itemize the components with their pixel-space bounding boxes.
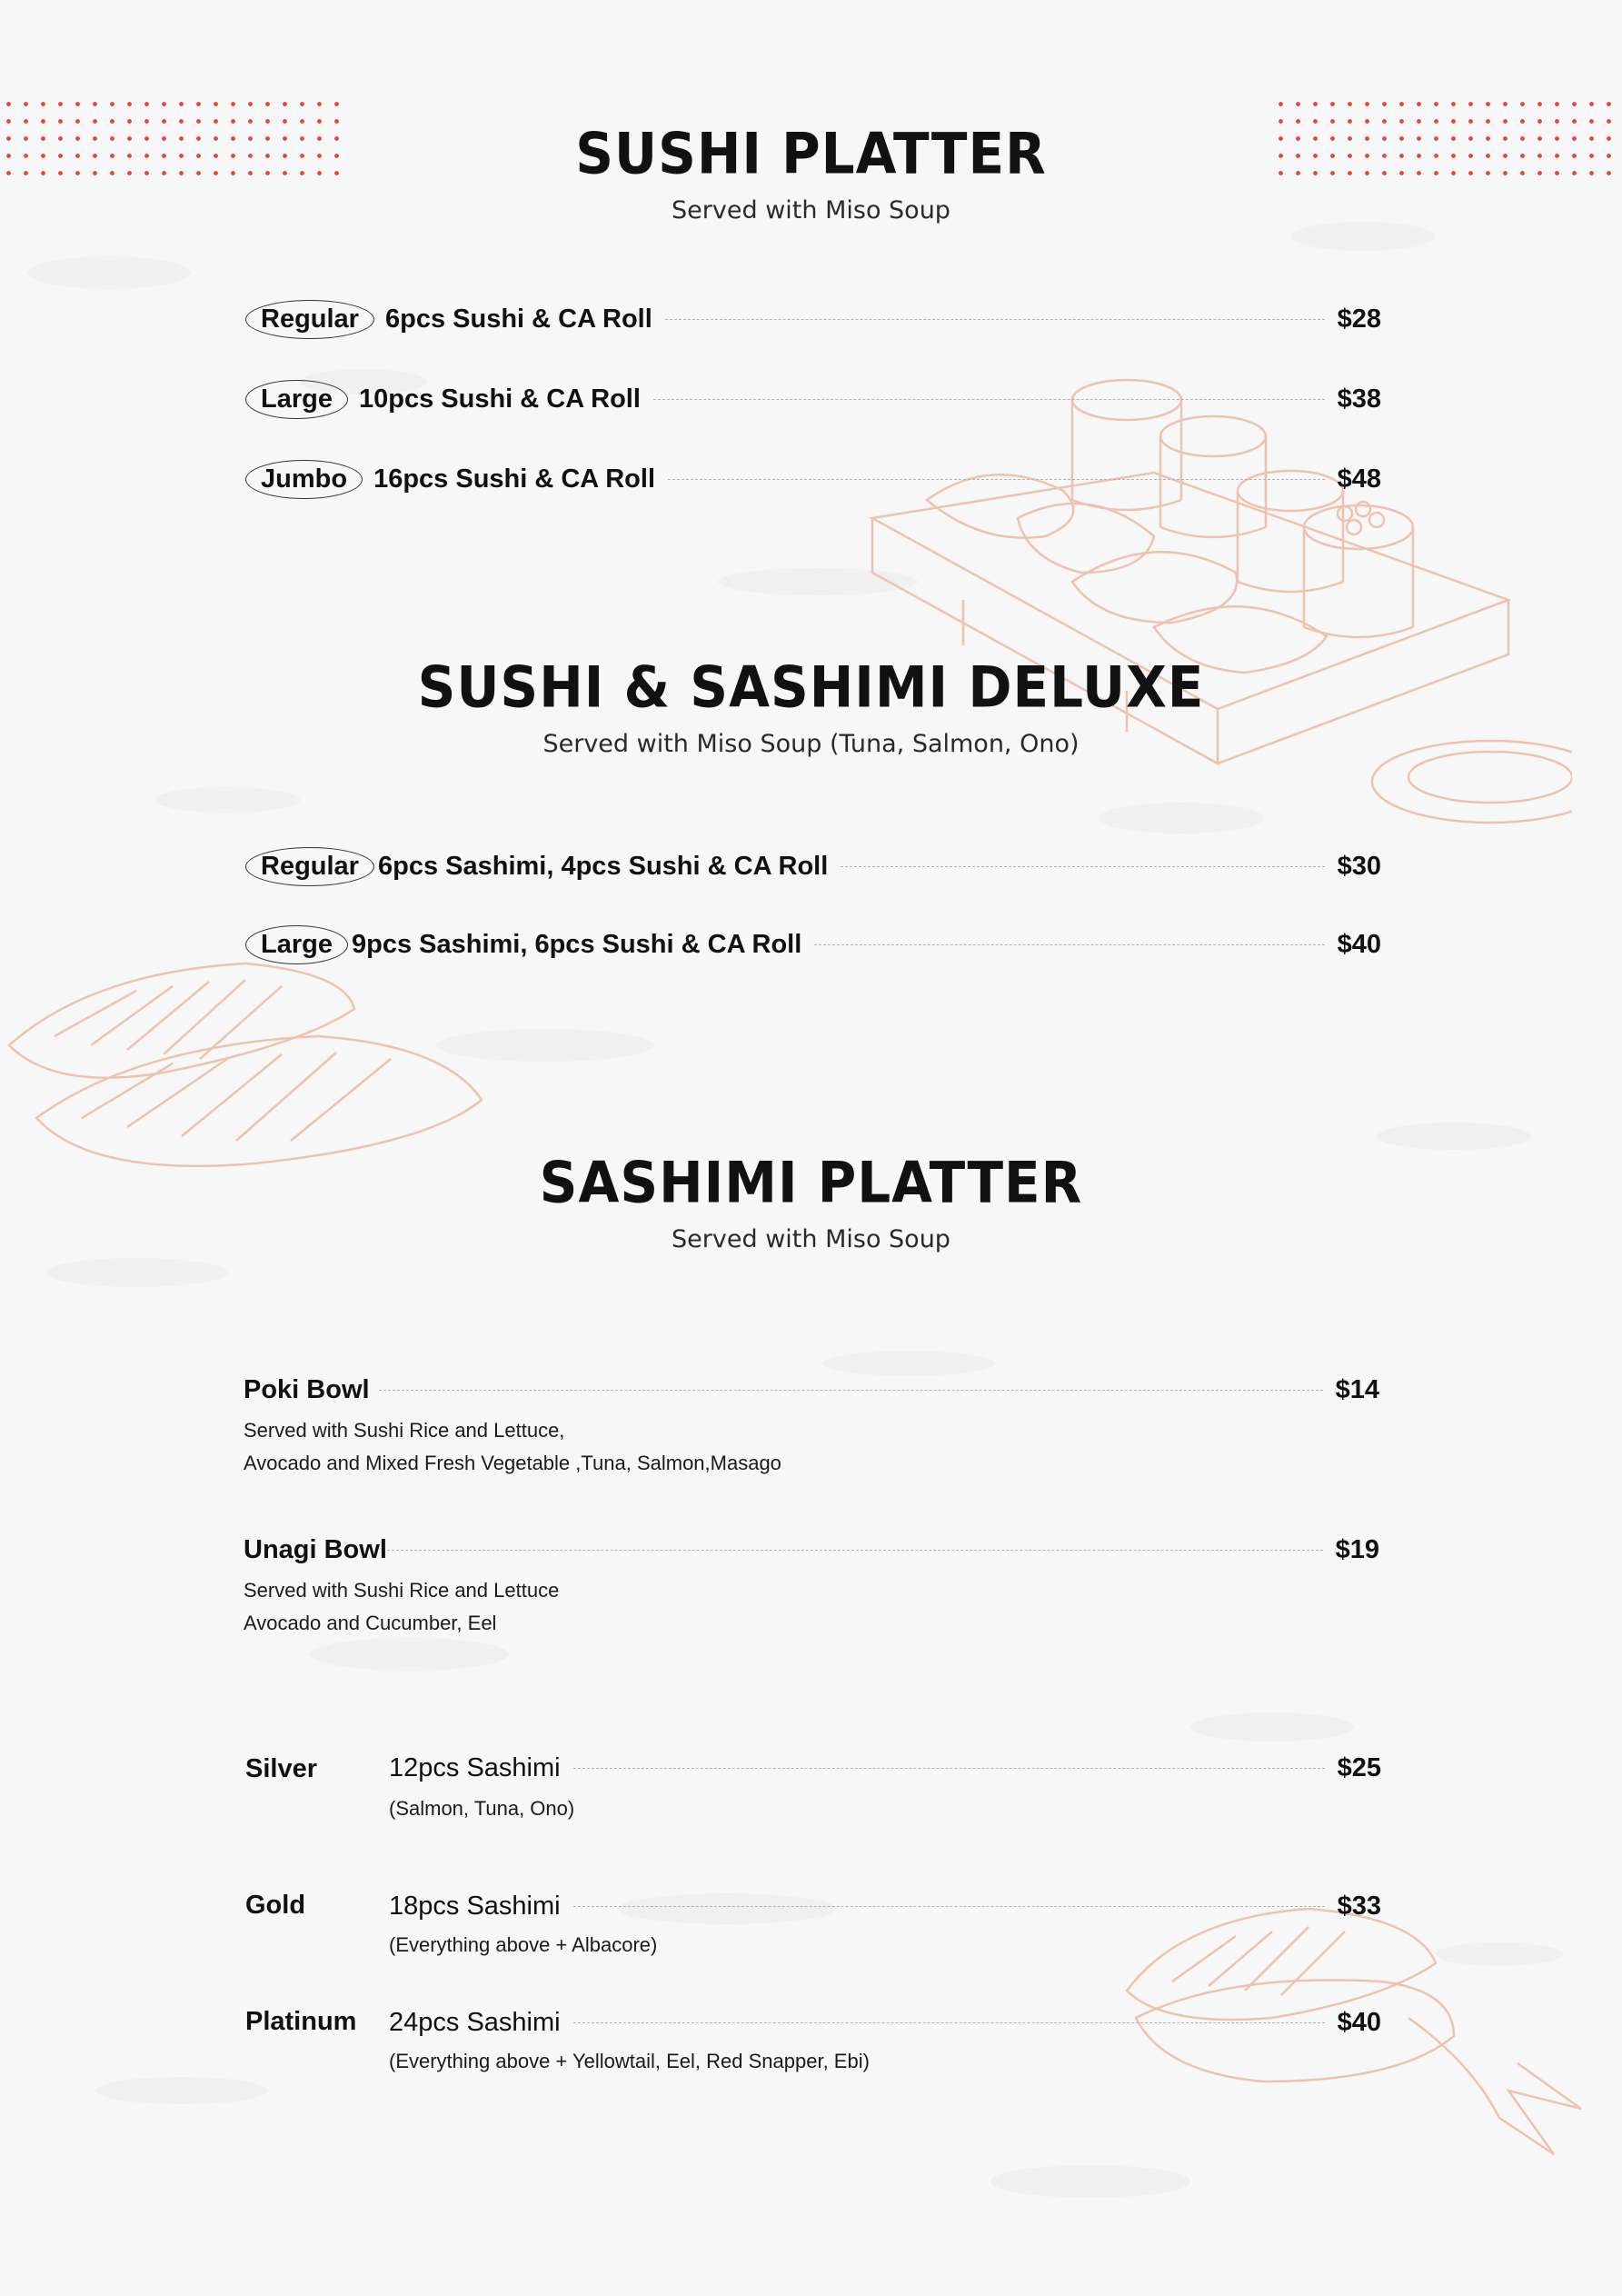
dotted-leader: [573, 2022, 1325, 2023]
bowl-description: [244, 1414, 781, 1480]
dotted-leader: [668, 479, 1325, 480]
sashimi-note: (Salmon, Tuna, Ono): [389, 1797, 575, 1820]
sashimi-name: 12pcs Sashimi: [389, 1752, 561, 1782]
bowl-description-line: Served with Sushi Rice and Lettuce,: [244, 1419, 565, 1442]
tier-label: Gold: [245, 1891, 306, 1920]
item-price: $28: [1337, 304, 1381, 334]
sashimi-price: $33: [1337, 1891, 1381, 1921]
section-subtitle-sashimi-platter: Served with Miso Soup: [672, 1225, 950, 1253]
bowl-description-line: Avocado and Cucumber, Eel: [244, 1612, 497, 1634]
dotted-leader: [573, 1906, 1325, 1907]
item-price: $48: [1337, 464, 1381, 494]
menu-item-row: [245, 844, 1381, 889]
bowl-price: $14: [1335, 1374, 1379, 1404]
menu-item-row: [245, 296, 1381, 342]
dotted-leader: [841, 866, 1324, 867]
item-name: 9pcs Sashimi, 6pcs Sushi & CA Roll: [351, 929, 802, 959]
sashimi-note: (Everything above + Yellowtail, Eel, Red Snapper, Ebi): [389, 2050, 870, 2072]
dotted-leader: [573, 1768, 1325, 1769]
item-price: $38: [1337, 384, 1381, 414]
sashimi-item-row: [389, 1745, 1381, 1791]
item-name: 10pcs Sushi & CA Roll: [358, 384, 641, 414]
sashimi-item-row: [389, 1883, 1381, 1929]
sashimi-name: 18pcs Sashimi: [389, 1891, 561, 1921]
menu-item-row: [245, 922, 1381, 967]
section-title-sushi-platter: SUSHI PLATTER: [575, 120, 1047, 187]
menu-item-row: [245, 376, 1381, 422]
bowl-item-row: [244, 1367, 1379, 1413]
menu-item-row: [245, 456, 1381, 502]
size-pill: Regular: [245, 847, 374, 886]
section-title-sashimi-platter: SASHIMI PLATTER: [539, 1149, 1083, 1216]
item-name: 6pcs Sushi & CA Roll: [384, 304, 652, 334]
dotted-leader: [379, 1390, 1323, 1391]
dotted-leader: [653, 399, 1325, 400]
bowl-description-line: Served with Sushi Rice and Lettuce: [244, 1579, 560, 1602]
tier-label: Platinum: [245, 2007, 357, 2036]
sashimi-item-row: [389, 2000, 1381, 2045]
bowl-item-row: [244, 1527, 1379, 1572]
section-subtitle-sushi-sashimi-deluxe: Served with Miso Soup (Tuna, Salmon, Ono): [542, 730, 1080, 758]
dotted-leader: [387, 1550, 1323, 1551]
nigiri-illustration-left: [0, 936, 491, 1182]
sashimi-note: (Everything above + Albacore): [389, 1933, 658, 1956]
dotted-leader: [665, 319, 1325, 320]
item-name: 6pcs Sashimi, 4pcs Sushi & CA Roll: [377, 851, 829, 881]
sashimi-name: 24pcs Sashimi: [389, 2007, 561, 2037]
item-price: $30: [1337, 851, 1381, 881]
sashimi-price: $25: [1337, 1752, 1381, 1782]
item-price: $40: [1337, 929, 1381, 959]
bowl-price: $19: [1335, 1534, 1379, 1564]
tier-label: Silver: [245, 1754, 317, 1783]
item-name: 16pcs Sushi & CA Roll: [373, 464, 655, 494]
bowl-name: Poki Bowl: [244, 1374, 370, 1404]
bowl-description-line: Avocado and Mixed Fresh Vegetable ,Tuna, Salmon,Masago: [244, 1452, 781, 1474]
dotted-leader: [814, 944, 1324, 945]
section-subtitle-sushi-platter: Served with Miso Soup: [672, 196, 950, 225]
sashimi-price: $40: [1337, 2007, 1381, 2037]
bowl-name: Unagi Bowl: [244, 1534, 387, 1564]
size-pill: Jumbo: [245, 460, 363, 499]
sushi-board-illustration: [854, 364, 1572, 854]
size-pill: Large: [245, 925, 348, 964]
section-title-sushi-sashimi-deluxe: SUSHI & SASHIMI DELUXE: [417, 654, 1205, 721]
bowl-description: [244, 1574, 559, 1640]
size-pill: Large: [245, 380, 348, 419]
size-pill: Regular: [245, 300, 374, 339]
